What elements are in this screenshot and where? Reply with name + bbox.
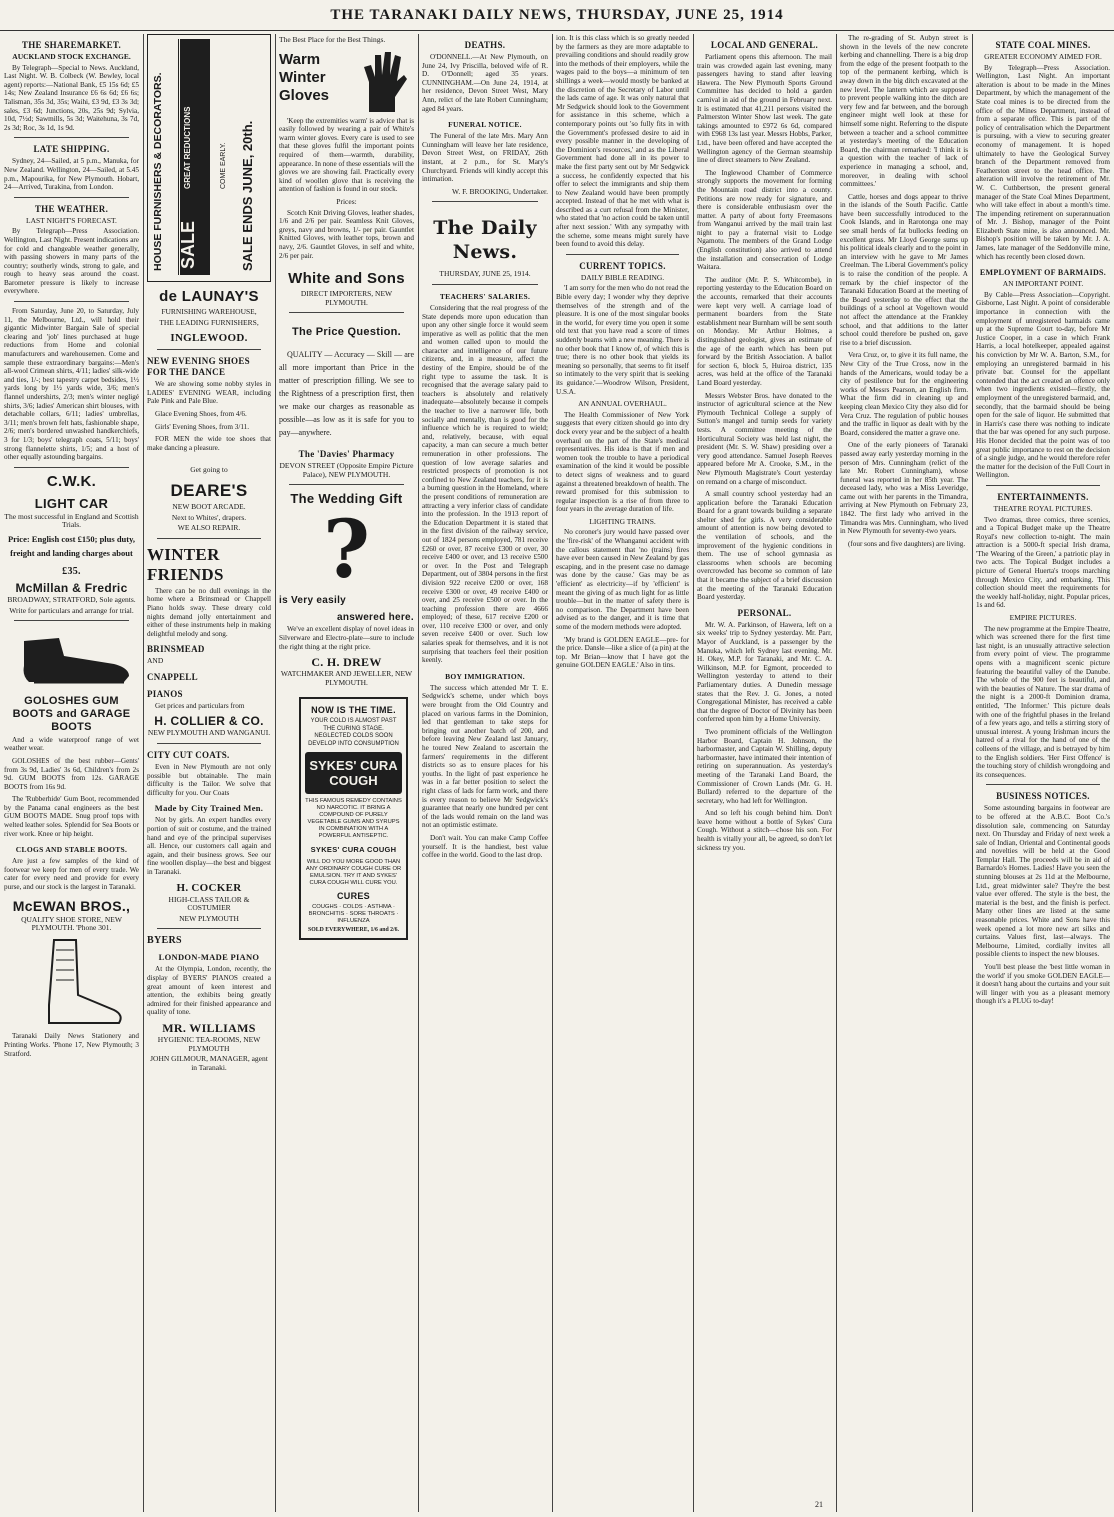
shipping-heading: LATE SHIPPING.	[33, 144, 110, 155]
drew-heading: C. H. DREW	[311, 655, 382, 670]
page-number: 21	[815, 1500, 823, 1509]
sharemarket-heading: THE SHAREMARKET.	[21, 40, 122, 50]
deare-sub: NEW BOOT ARCADE.	[172, 501, 246, 511]
mcmillan-heading: McMillan & Fredric	[15, 580, 128, 595]
theatre-text: Two dramas, three comics, three scenics, and a Topical Budget make up the Theatre Royal's new collection to-night. The main attraction is a 5000-ft special Irish drama, 'The Wearing of the Green,' a patriotic play in two acts. The Topical Budget includes a picture of General Huerta's troops marching through Mexico City, and embarking. This collection should meet the requirements for the weekly half-holiday, night. Popular prices, 1s and 6d.	[976, 515, 1110, 610]
wedding-text: We've an excellent display of novel ideas in Silverware and Electro-plate—sure to include the right thing at the right price.	[279, 625, 414, 651]
drew-sub: WATCHMAKER AND JEWELLER, NEW PLYMOUTH.	[280, 669, 413, 687]
mcewan-heading: McEWAN BROS.,	[12, 897, 131, 914]
byers-text: At the Olympia, London, recently, the display of BYERS' PIANOS created a great amount of keen interest and attention, the exhibits being greatly admired for their finished appearance and quality of tone.	[147, 965, 271, 1017]
local-general-heading: LOCAL AND GENERAL.	[710, 40, 819, 50]
personal-heading: PERSONAL.	[737, 607, 792, 618]
empire-heading: EMPIRE PICTURES.	[1009, 613, 1077, 623]
cwk-amount: £35.	[62, 565, 81, 577]
col7-text-3: Vera Cruz, or, to give it its full name, the New City of the True Cross, now in the hands of the Americans, would today be a city of pestilence but for the engineering works of Messrs Pearson, an English firm. What the firm did in cleaning up and keeping clean Mexico City they also did for Vera Cruz. The regulation of public houses and the traffic in liquor as dealt with by the Board, considered the matter a grave one.	[840, 351, 968, 437]
weather-heading: THE WEATHER.	[34, 203, 109, 214]
now-heading: NOW IS THE TIME.	[311, 705, 396, 716]
sykes-ad	[299, 697, 408, 940]
column-rule	[418, 34, 419, 1512]
column-3	[279, 34, 414, 1512]
boot-illustration	[4, 626, 139, 686]
clogs-heading: CLOGS AND STABLE BOOTS.	[15, 845, 128, 855]
pianos-heading: PIANOS	[147, 688, 183, 699]
city-cut-text2: Not by girls. An expert handles every portion of suit or costume, and the trained hand and eye of the principal supervises all. Hence, our customers call again and again, and their business grows. See our fine woollen display—the best and biggest in Taranaki.	[147, 816, 271, 876]
white-heading: White and Sons	[288, 270, 405, 288]
price-question-text: QUALITY — Accuracy — Skill — are all more important than Price in the matter of prescription filling. We see to the Rightness of a prescription first, then we make our charges as reasonable as possible—as low as it is safe for you to pay—anywhere.	[279, 350, 414, 438]
salaries-text: Considering that the real progress of the State depends more upon education than upon any other single force it would seem imperative as well as politic that the men and women called upon to mould the character and intelligence of our future citizens, and, in a measure, affect the destiny of the Empire, should be of the right type to assume the task. It is recognised that the average salary paid to teachers is absolutely and relatively inadequate—absolutely because it compels the teacher to live a narrower life, both socially and mentally, than is good for the influence which he is required to wield; and, relatively, because, with equal capacity, a man can secure a much better remuneration in other professions. The question of low average salaries and restricted prospects of promotion is not confined to New Zealand teachers, for it is a burning question in the Homeland, where the present conditions of remuneration are attracting a very inferior class of candidate into the profession. In the 1913 report of the Education Department it is stated that in the first division of the railway service, out of 1824 persons employed, 781 receive £260 or over, 87 receive £300 or over, 30 receive £400 or over, and 13 receive £500 or over. In the Post and Telegraph Department, out of 3804 persons in the first division 922 receive £200 or over, 168 receive £300 or over, 49 receive £400 or over, and 25 receive £500 or over. In the teaching profession there are 4666 employed; of these, 617 receive £200 or over, 110 receive £300 or over, and only seven receive £400 or over. Such low salaries speak for themselves, and it is not surprising that teachers feel their position keenly.	[422, 303, 548, 665]
cwk-text: The most successful in England and Scottish Trials.	[4, 511, 139, 530]
mcewan-subheading: QUALITY SHOE STORE, NEW PLYMOUTH. 'Phone 301.	[21, 914, 122, 933]
personal-text-2: Two prominent officials of the Wellington Harbor Board, Captain H. Johnson, the harbormaster, and Captain W. Shilling, deputy harbormaster, have intimated their intention of retiring on superannuation. As yesterday's meeting of the Taranaki Land Board, the Commissioner of Crown Lands (Mr. G. H. Bullard) referred to the departure of the secretary, who had left for Wellington.	[697, 727, 832, 805]
column-rule	[972, 34, 973, 1512]
local-text-1: Parliament opens this afternoon. The mail train was crowded again last evening, many passengers having to stand after leaving Hawera. The New Plymouth Sports Ground Committee has decided to hold a garden carnival in aid of the ground in February next. It is estimated that 41,211 persons visited the Palmerston Winter Show last week. The gate takings amounted to £972 6s 6d, compared with £968 13s last year. Messrs Hobbs, Parker, Ltd., have been offered and have accepted the Wellington agency of the German steamship line of direct steamers to New Zealand.	[697, 53, 832, 165]
mcmillan-text: Write for particulars and arrange for trial.	[9, 605, 134, 615]
cures-list: COUGHS · COLDS · ASTHMA · BRONCHITIS · SORE THROATS · INFLUENZA	[308, 904, 399, 925]
shipping-report: Sydney, 24—Sailed, at 5 p.m., Manuka, for New Zealand. Wellington, 24—Sailed, at 5.45 p.m., Mapourika, for New Plymouth. Hobart, 24—Arrived, Turakina, from London.	[4, 157, 139, 192]
auckland-heading: AUCKLAND STOCK EXCHANGE.	[12, 52, 131, 61]
deare-next: Next to Whites', drapers.	[171, 512, 247, 522]
local-text-3: The auditor (Mr. P. S. Whitcombe), in reporting yesterday to the Education Board on the accounts, remarked that their accounts were kept very well. A carriage load of permanent boarders from the State establishment near Burnham will be sent south on Monday. Mr Arthur Holmes, a distinguished geologist, gives an estimate of the age of the earth which has been put forward by the British Association. A ballot for section 6, block 5, Huiroa district, 135 acres, was held at the office of the Taranaki Land Board yesterday.	[697, 275, 832, 387]
clogs-text: Are just a few samples of the kind of footwear we keep for men of every trade. We cater for every need and provide for every purse, and our stock is the largest in Taranaki.	[4, 857, 139, 892]
rubberhide-text: The 'Rubberhide' Gum Boot, recommended by the Panama canal engineers as the best GUM BOOTS MADE. Snug proof tops with welted leather soles. Splendid for Sea Boots or river work. Knee or hip height.	[4, 795, 139, 838]
white-sub: DIRECT IMPORTERS, NEW PLYMOUTH.	[300, 289, 393, 307]
delaunay-town: INGLEWOOD.	[170, 332, 248, 345]
city-cut-heading: CITY CUT COATS.	[147, 750, 230, 761]
williams-sub: HYGIENIC TEA-ROOMS, NEW PLYMOUTH	[157, 1034, 261, 1053]
deaths-heading: DEATHS.	[464, 40, 506, 50]
cocker-sub: HIGH-CLASS TAILOR & COSTUMIER	[168, 894, 250, 913]
annual-text: The Health Commissioner of New York suggests that every citizen should go into dry dock every year and be the subject of a health overhaul on the part of the State's medical representatives. His idea is that if men and women took the trouble to have a periodical examination of the kind it would be possible to detect signs of weakness and to guard against a threatened breakdown of health. The reward promised for this submission to regular inspection is a rise of from three to four years in the average duration of life.	[556, 410, 689, 514]
business-text-2: You'll best please the 'best little woman in the world' if you smoke GOLDEN EAGLE—it doesn't hang about the curtains and your suit will linger with you as a pleasant memory though it's a PLUG to-day!	[976, 963, 1110, 1006]
cwk-price: Price: English cost £150; plus duty, freight and landing charges about	[7, 533, 136, 558]
barmaids-heading: EMPLOYMENT OF BARMAIDS.	[979, 268, 1107, 278]
williams-heading: MR. WILLIAMS	[162, 1020, 256, 1035]
column-rule	[693, 34, 694, 1512]
barmaids-subheading: AN IMPORTANT POINT.	[1002, 279, 1084, 289]
delaunay-sub: FURNISHING WAREHOUSE,	[161, 307, 257, 316]
cwk-heading: C.W.K.	[46, 472, 97, 490]
auckland-report: By Telegraph—Special to News. Auckland, Last Night. W. B. Colbeck (W. Bewley, local agent) reports:—National Bank, £5 15s 6d; £5 14s; New Zealand Insurance £6 6s 6d; £6 6s; Talisman, 35s 3d, 35s; Waihi, £3 9d, £3 3s 3d; sales, £3 6d; Junctions, 20s, 25s 9d; Sylvia, 10d, 7½d; Sawmills, 5s 3d; Waitehuna, 3s 7d, 2s 3d; Roc, 3s 1d, 1s 9d.	[4, 63, 139, 132]
annual-heading: AN ANNUAL OVERHAUL.	[578, 399, 667, 409]
coal-heading: STATE COAL MINES.	[995, 40, 1091, 50]
goloshes-text: And a wide waterproof range of wet weather wear.	[4, 735, 139, 753]
coal-text: By Telegraph—Press Association. Wellington, Last Night. An important alteration is about to be made in the Mines Department, by which the management of the State coal mines is to be directed from the office of the Mines Department, instead of from a separate office. This is part of the policy of centralisation which the Department is pursuing, with a view to securing greater economy of management. It is hoped ultimately to have the Geological Survey branch of the Department removed from Featherston street to the head office. The alteration will involve the retirement of Mr. W. C. Cuthbertson, the present general manager of the State Coal Mines Department, who will take effect in about a month's time. The impending retirement on superannuation of Mr. J. Bishop, manager of the Point Elizabeth State mine, is also announced. Mr. Bishop's position will be taken by Mr. J. A. James, late manager of the Seddonville mine, which has recently been closed down.	[976, 63, 1110, 261]
cocker-heading: H. COCKER	[176, 881, 242, 894]
strip-main-text: HOUSE FURNISHERS & DECORATORS.	[152, 72, 164, 271]
cwk-subheading: LIGHT CAR	[34, 495, 109, 511]
bible-heading: DAILY BIBLE READING.	[580, 272, 665, 282]
gloves-top: The Best Place for the Best Things.	[279, 35, 386, 44]
lighting-heading: LIGHTING TRAINS.	[589, 516, 656, 526]
shoes-glace: Glace Evening Shoes, from 4/6.	[155, 409, 247, 418]
column-6	[697, 34, 832, 1512]
davies-sub: DEVON STREET (Opposite Empire Picture Palace), NEW PLYMOUTH.	[279, 461, 414, 479]
business-text: Some astounding bargains in footwear are to be offered at the A.B.C. Boot Co.'s dissolution sale, commencing on Saturday next. On Thursday and Friday of next week a sale of Indian, Oriental and Continental goods and novelties will be held at the Good Templar Hall. The proceeds will be in aid of Barnardo's Homes. Ladies! Have you seen the stunning blouses at 2s 11d at the Melbourne, Ltd., great midwinter sale? They're the best value ever offered. The style is the best, the material is the best, and the finish is perfect. Many other lines are listed at the same reasonable prices. White and Sons have this week opened a lot more new art silks and curtains. Values first, last—always. The Melbourne, Limited, cordially invites all possible clients to inspect the new blouses.	[976, 804, 1110, 959]
goloshes-list: GOLOSHES of the best rubber—Gents' from 3s 9d, Ladies' 3s 6d, Children's from 2s 9d. GUM BOOTS from 12s. GARAGE BOOTS from 16s 9d.	[4, 756, 139, 791]
strip-sale-text: SALE	[178, 220, 198, 269]
shoes-girls: Girls' Evening Shoes, from 3/11.	[155, 422, 250, 431]
coal-subheading: GREATER ECONOMY AIMED FOR.	[984, 52, 1102, 61]
theatre-heading: THEATRE ROYAL PICTURES.	[993, 503, 1093, 513]
cures-heading: CURES	[336, 891, 370, 902]
strip-great-text: GREAT REDUCTIONS	[183, 106, 192, 189]
goloshes-heading: GOLOSHES GUM BOOTS and GARAGE BOOTS	[12, 694, 131, 733]
salaries-heading: TEACHERS' SALARIES.	[439, 291, 531, 301]
wedding-sub2: answered here.	[336, 612, 414, 624]
delaunay-sub2: THE LEADING FURNISHERS,	[159, 317, 259, 327]
deaths-text: O'DONNELL.—At New Plymouth, on June 24, Ivy Priscilla, beloved wife of R. D. O'Donnell; aged 35 years. CUNNINGHAM.—On June 24, 1914, at her residence, Devon Street West, Mary Ann, relict of the late Robert Cunningham; aged 84 years.	[422, 53, 548, 113]
winter-friends-text: There can be no dull evenings in the home where a Brinsmead or Chappell Piano holds sway. These dreary cold nights demand jolly entertainment and either of these instruments help in making delightful melody and song.	[147, 586, 271, 638]
personal-text: Mr. W. A. Parkinson, of Hawera, left on a six weeks' trip to Sydney yesterday. Mr. Parr, Mayor of Auckland, is a passenger by the Manuka, which left Sydney last evening. Mr. H. Okey, M.P. for Taranaki, and Mr. C. A. Wilkinson, M.P. for Egmont, proceeded to Wellington yesterday to attend to their Parliamentary duties. A Dunedin message states that the Rev. J. G. Jones, a noted Congregational Minister, has received a cable that the degree of Doctor of Divinity has been conferred upon him by a Home University.	[697, 620, 832, 724]
deare-pre: Get going to	[190, 465, 228, 475]
column-rule	[836, 34, 837, 1512]
masthead: THE TARANAKI DAILY NEWS, THURSDAY, JUNE 25, 1914	[0, 0, 1114, 31]
glove-icon	[359, 47, 409, 117]
cures-sold: SOLD EVERYWHERE, 1/6 and 2/6.	[308, 927, 399, 934]
col7-text-1: The re-grading of St. Aubyn street is shown in the levels of the new concrete kerbing and channelling. There is a big drop from the edge of the present footpath to the top of the permanent kerbing, which is away down in the big ditch excavated at the new level. The lantern which are supposed to prevent people walking into the ditch are very few and far between, and the borough engineer might well look at these for himself some night. Referring to the dispute between a teacher and a school committee at yesterday's meeting of the Education Board, the chairman remarked: 'I think it is a question with the teacher of lack of experience in managing a school, and, moreover, in dealing with school committees.'	[840, 34, 968, 189]
weather-report: By Telegraph—Press Association. Wellington, Last Night. Present indications are for cold and changeable weather generally, with passing showers in many parts of the country; southerly winds, strong to gale, and rough to heavy seas around the coast. Barometer pressure is likely to increase everywhere.	[4, 227, 139, 296]
mcmillan-address: BROADWAY, STRATFORD, Sole agents.	[7, 594, 136, 604]
pianos-text: Get prices and particulars from	[155, 701, 245, 710]
empire-text: The new programme at the Empire Theatre, which was screened there for the first time last night, is an unusually attractive selection from every point of view. The programme opens with a magnificent scenic picture featuring the beautiful valley of the Danube. The whole of the 900 feet is beautiful, and with the beauties of Nature. The star drama of the night is a 2000-ft Dominion drama, entitled, 'The Informer.' This picture deals with one of the frightful phases in the Ireland of a few years ago, and tells a stirring story of unusual interest. A young Irishman incurs the hatred of a rival for the hand of one of the colleens of the village, and is betrayed by him to the English soldiers. 'Her First Offence' is the touching story of childish wrongdoing and its consequences.	[976, 624, 1110, 779]
column-4	[422, 34, 548, 1512]
immigration-text: The success which attended Mr T. E. Sedgwick's scheme, under which boys were brought from the Old Country and placed on various farms in the Dominion, led that gentleman to take steps for bringing out another batch of 200, and before leaving New Zealand last January, he toured New Zealand to ascertain the farmers' requirements in the different districts so as to ensure places for his youths. In the light of past experience he was in a far better position to select the right class of lads for farm work, and there is every reason to believe Mr Sedgwick's guarantee that nearly one hundred per cent of the lads would remain on the land was not an optimistic estimate.	[422, 683, 548, 830]
col6-bottom: And so left his cough behind him. Don't leave home without a bottle of Sykes' Cura Cough. Without a stitch—chose his son. For health is vitally your all, be agreed, so don't let sickness try you.	[697, 809, 832, 852]
column-7	[840, 34, 968, 1512]
barmaids-text: By Cable—Press Association—Copyright. Gisborne, Last Night. A point of considerable importance in connection with the employment of unregistered barmaids came up at the Supreme Court to-day, before Mr Justice Cooper, in a case in which Frank Harris, a local hotelkeeper, appealed against his conviction by Mr W. A. Barton, S.M., for employing an unregistered barmaid in his private bar. Counsel for the appellant contended that the act created an offence only when two ingredients existed—firstly, the employment of the unregistered barmaid, and, secondly, that the barmaid should be being open for the sale of liquor. He submitted that in Harris's case there was nothing to indicate that the bar was opened for any such purpose. His Honor decided that the point was of too great public importance to rest on the decision of a single judge, and he would therefore refer the matter for the decision of the Full Court in Wellington.	[976, 290, 1110, 480]
funeral-signature: W. F. BROOKING, Undertaker.	[452, 186, 548, 196]
business-heading: BUSINESS NOTICES.	[996, 791, 1090, 802]
shoes-text: We are showing some nobby styles in LADIES' EVENING WEAR, including Pale Pink and Pale Blue.	[147, 380, 271, 406]
gloves-text: 'Keep the extremities warm' is advice that is easily followed by wearing a pair of White's warm winter gloves. Every care is used to see that these gloves fulfil the important points required of them—warmth, durability, appearance. In none of these essentials will the gloves we are showing fail. Practically every kind of woollen glove that is receiving the attention of fashion is found in our stock.	[279, 116, 414, 194]
shoes-heading: NEW EVENING SHOES FOR THE DANCE	[147, 356, 250, 378]
weather-subheading: LAST NIGHT'S FORECAST.	[26, 215, 117, 225]
col7-text-2: Cattle, horses and dogs appear to thrive in the islands of the South Pacific. Cattle have been successfully introduced to the Cook Islands, and in Rarotonga one may see small herds of fat bullocks feeding on excellent grass. Mr Lloyd George sums up his political ideals clearly and to the point in an interview with he gave to Mr James Creelman. The Liberal Government's policy is to raise the condition of the people. A remark by the chief inspector of the Taranaki Education Board at the meeting of the Board yesterday to the effect that the buildings of a school at Vogeltown would not affect the attendance at the Frankley school, and that additions to the latter school could therefore be pushed on, gave rise to a brief discussion.	[840, 192, 968, 347]
paper-date: THURSDAY, JUNE 25, 1914.	[439, 269, 531, 279]
ladies-boot-illustration	[4, 935, 139, 1030]
chappell-heading: CNAPPELL	[147, 671, 198, 682]
column-5	[556, 34, 689, 1512]
column-1	[4, 34, 139, 1512]
strip-come-text: COME EARLY.	[220, 142, 227, 189]
funeral-heading: FUNERAL NOTICE.	[448, 120, 522, 130]
price-question-heading: The Price Question.	[291, 326, 401, 339]
city-cut-text: Even in New Plymouth are not only possible but obtainable. The main difficulty is the Tailor. We solve that difficulty for you. Our Coats	[147, 763, 271, 797]
col4-bottom: Don't wait. You can make Camp Coffee yourself. It is the handiest, best value coffee in the world. Good to the last drop.	[422, 833, 548, 860]
bible-text: 'I am sorry for the men who do not read the Bible every day; I wonder why they deprive themselves of the strength and of the pleasure. It is one of the most singular books in the world, for every time you open it some old text that you have read a score of times suddenly beams with a new meaning. There is no other book that I know of, of which this is true; there is no other book that yields its meaning so personally, that seems to fit itself so intimately to the very spirit that is seeking its guidance.'—Woodrow Wilson, President, U.S.A.	[556, 284, 689, 396]
gloves-heading: Warm Winter Gloves	[279, 50, 330, 104]
delaunay-heading: de LAUNAY'S	[159, 288, 259, 305]
funeral-text: The Funeral of the late Mrs. Mary Ann Cunningham will leave her late residence, Devon Street West, on FRIDAY, 26th instant, at 2 p.m., for St. Mary's Churchyard. Friends will kindly accept this intimation.	[422, 132, 548, 184]
davies-heading: The 'Davies' Pharmacy	[298, 449, 395, 460]
shoes-men: FOR MEN the wide toe shoes that make dancing a pleasure.	[147, 435, 271, 452]
column-rule	[552, 34, 553, 1512]
gloves-prices: Scotch Knit Driving Gloves, leather shades, 1/6 and 2/6 per pair. Seamless Knit Gloves, greys, navy and browns, 1/- per pair. Gauntlet Knitted Gloves, with leather tops, brown and navy, 2/6. Gauntlet Gloves, in self and white, 2/6 per pair.	[279, 208, 414, 260]
sykes-text: THIS FAMOUS REMEDY CONTAINS NO NARCOTIC. IT BRING A COMPOUND OF PURELY VEGETABLE GUMS AND SYRUPS IN COMBINATION WITH A POWERFUL ANTISEPTIC.	[305, 798, 402, 840]
column-2	[147, 34, 271, 1512]
column-rule	[143, 34, 144, 1512]
sykes-text2: WILL DO YOU MORE GOOD THAN ANY ORDINARY COUGH CURE OR EMULSION. TRY IT AND SYKES' CURA COUGH WILL CURE YOU.	[305, 859, 402, 887]
golden-eagle-text: 'My brand is GOLDEN EAGLE—pre- for the price. Dansle—like a slice of (a pin) at the top. Mr Brian—know that I have got the genuine GOLDEN EAGLE.' Also in tins.	[556, 635, 689, 670]
cocker-town: NEW PLYMOUTH	[179, 913, 239, 923]
entertainments-heading: ENTERTAINMENTS.	[997, 491, 1089, 502]
col7-text-4: One of the early pioneers of Taranaki passed away early yesterday morning in the person of Mrs. Cunningham (relict of the late Mr. Robert Cunningham), whose funeral was reported in her 85th year. The deceased lady, who was a Miss Leveridge, came out with her parents in the Timandra, arriving at New Plymouth on February 23, 1842. The first lady who arrived in the Timandra was Mrs. Cunningham, who lived in New Plymouth for seventy-two years.	[840, 441, 968, 536]
deare-repair: WE ALSO REPAIR.	[177, 523, 241, 533]
melbourne-sale-notice: From Saturday, June 20, to Saturday, July 11, the Melbourne, Ltd., will hold their gigantic Midwinter Bargain Sale of special clearing and 'job' lines purchased at huge reductions from Home and colonial manufacturers and warehousemen. Come and sample these extraordinary bargains:—Men's all-wool Crimean shirts, 4/11; ladies' silk-wide and ties, 1/-; best tapestry carpet bedsides, 1½ yards long by 1½ yards wide, 3/6; men's flannel undershirts, 2/3; men's winter negligé shirts, 3/6; ladies' American shirt blouses, with detachable collars, 6/11; ladies' umbrellas, 3/11; men's brown felt hats, fashionable shape, 2/6; men's bordered unwashed handkerchiefs, 3 for 1/3; boys' telegraph coats, 5/11; boys' strong flannelette shirts, 1/5; and a host of other equally astounding bargains.	[4, 307, 139, 462]
local-text-5: A small country school yesterday had an application before the Taranaki Education Board for a grant towards building a separate shelter shed for girls. A very considerable amount of attention is now being devoted to the ventilation of schools, and the improvement of the hygienic conditions in them. The use of school gymnasia as classrooms when schools are becoming overcrowded has become so common of late that it became the subject of a brief discussion at the meeting of the Taranaki Education Board yesterday.	[697, 490, 832, 602]
delaunay-strip-ad	[147, 34, 271, 282]
collier-sub: NEW PLYMOUTH AND WANGANUI.	[147, 728, 271, 738]
current-topics-heading: CURRENT TOPICS.	[579, 260, 666, 271]
collier-heading: H. COLLIER & CO.	[154, 714, 264, 729]
deare-heading: DEARE'S	[170, 480, 248, 500]
sykes-heading: SYKES' CURA COUGH	[309, 758, 398, 789]
byers-sub: LONDON-MADE PIANO	[158, 952, 260, 963]
wedding-heading: The Wedding Gift	[290, 491, 403, 507]
lighting-text: No coroner's jury would have passed over the 'fire-risk' of the Whanganui accident with the callous statement that 'no (trains) fires have ever been caused in New Zealand by gas escaping, and in the present case no damage was done by the cause.' Gas may be as 'efficient' as electricity—if by 'efficient' is meant the giving of as much light for as little trouble—but in the matter of safety there is no comparison. The Department have been advised as to the danger, and it is time that some of the modern methods were adopted.	[556, 528, 689, 631]
gloves-prices-heading: Prices:	[336, 196, 357, 206]
local-text-4: Messrs Webster Bros. have donated to the instructor of agricultural science at the New Plymouth Technical College a supply of Sutton's mangel and turnip seeds for variety tests. A committee meeting of the Horticultural Society was held last night, the president (Mr. S. W. Shaw) presiding over a very good attendance. Samuel Joseph Reeves appeared before Mr A. Crooke, S.M., in the New Plymouth Magistrate's Court yesterday on remand on a charge of misconduct.	[697, 391, 832, 486]
footer-notice: Taranaki Daily News Stationery and Printing Works. 'Phone 17, New Plymouth; 3 Stratford.	[4, 1032, 139, 1058]
byers-heading: BYERS	[147, 935, 182, 947]
williams-text: JOHN GILMOUR, MANAGER, agent in Taranaki.	[150, 1054, 268, 1072]
brinsmead-and: AND	[147, 656, 164, 666]
strip-ends-text: SALE ENDS JUNE, 20th.	[240, 120, 255, 271]
city-cut-sub: Made by City Trained Men.	[154, 803, 264, 814]
winter-friends-heading: WINTER FRIENDS	[147, 544, 224, 584]
paper-title: The Daily News.	[433, 217, 537, 264]
now-text: YOUR COLD IS ALMOST PAST THE CURING STAGE. NEGLECTED COLDS SOON DEVELOP INTO CONSUMPTION	[308, 718, 399, 747]
wedding-sub1: is Very easily	[279, 595, 347, 607]
sykes-heading-2: SYKES' CURA COUGH	[310, 845, 397, 855]
question-mark-icon: ?	[323, 502, 370, 597]
immigration-heading: BOY IMMIGRATION.	[445, 671, 525, 681]
brinsmead-heading: BRINSMEAD	[147, 644, 205, 655]
column-8	[976, 34, 1110, 1512]
local-text-2: The Inglewood Chamber of Commerce strongly supports the movement for forming the Mountain road district into a county. Petitions are now ready for signature, and there is considerable enthusiasm over the matter. A party of about forty Freemasons from Wanganui arrived by the mail train last night to pay a fraternal visit to Lodge Ngamotu. The members of the Grand Lodge (English constitution) also arrived to attend the installation and consecration of Lodge Waitara.	[697, 168, 832, 272]
immigration-cont: ion. It is this class which is so greatly needed by the farmers as they are more adaptable to prevailing conditions and should readily grow into the methods of their employers, while the wages paid to the boys—a minimum of ten shillings a week—would mostly be banked at the discretion of the Secretary of Labor until the lads came of age. It was only natural that Mr Sedgwick should look to the Government for assistance in this scheme, which a contemporary points out 'so fully fits in with the Government's professed desire to aid in every possible manner in the developing of the Dominion's resources,' and as the Liberal Government had done all in its power to make the first party sent out by Mr Sedgwick a success, he confidently expected that his offer to select the immigrants and ship them to New Zealand would have been promptly accepted. Instead of that he met with what is described as a curt refusal from the Minister, who stated that 'no action could be taken until after next session.' With any sympathy with the scheme, some means might surely have been found to avoid this delay.	[556, 34, 689, 249]
col7-text-5: (four sons and five daughters) are living.	[848, 539, 966, 548]
column-rule	[275, 34, 276, 1512]
